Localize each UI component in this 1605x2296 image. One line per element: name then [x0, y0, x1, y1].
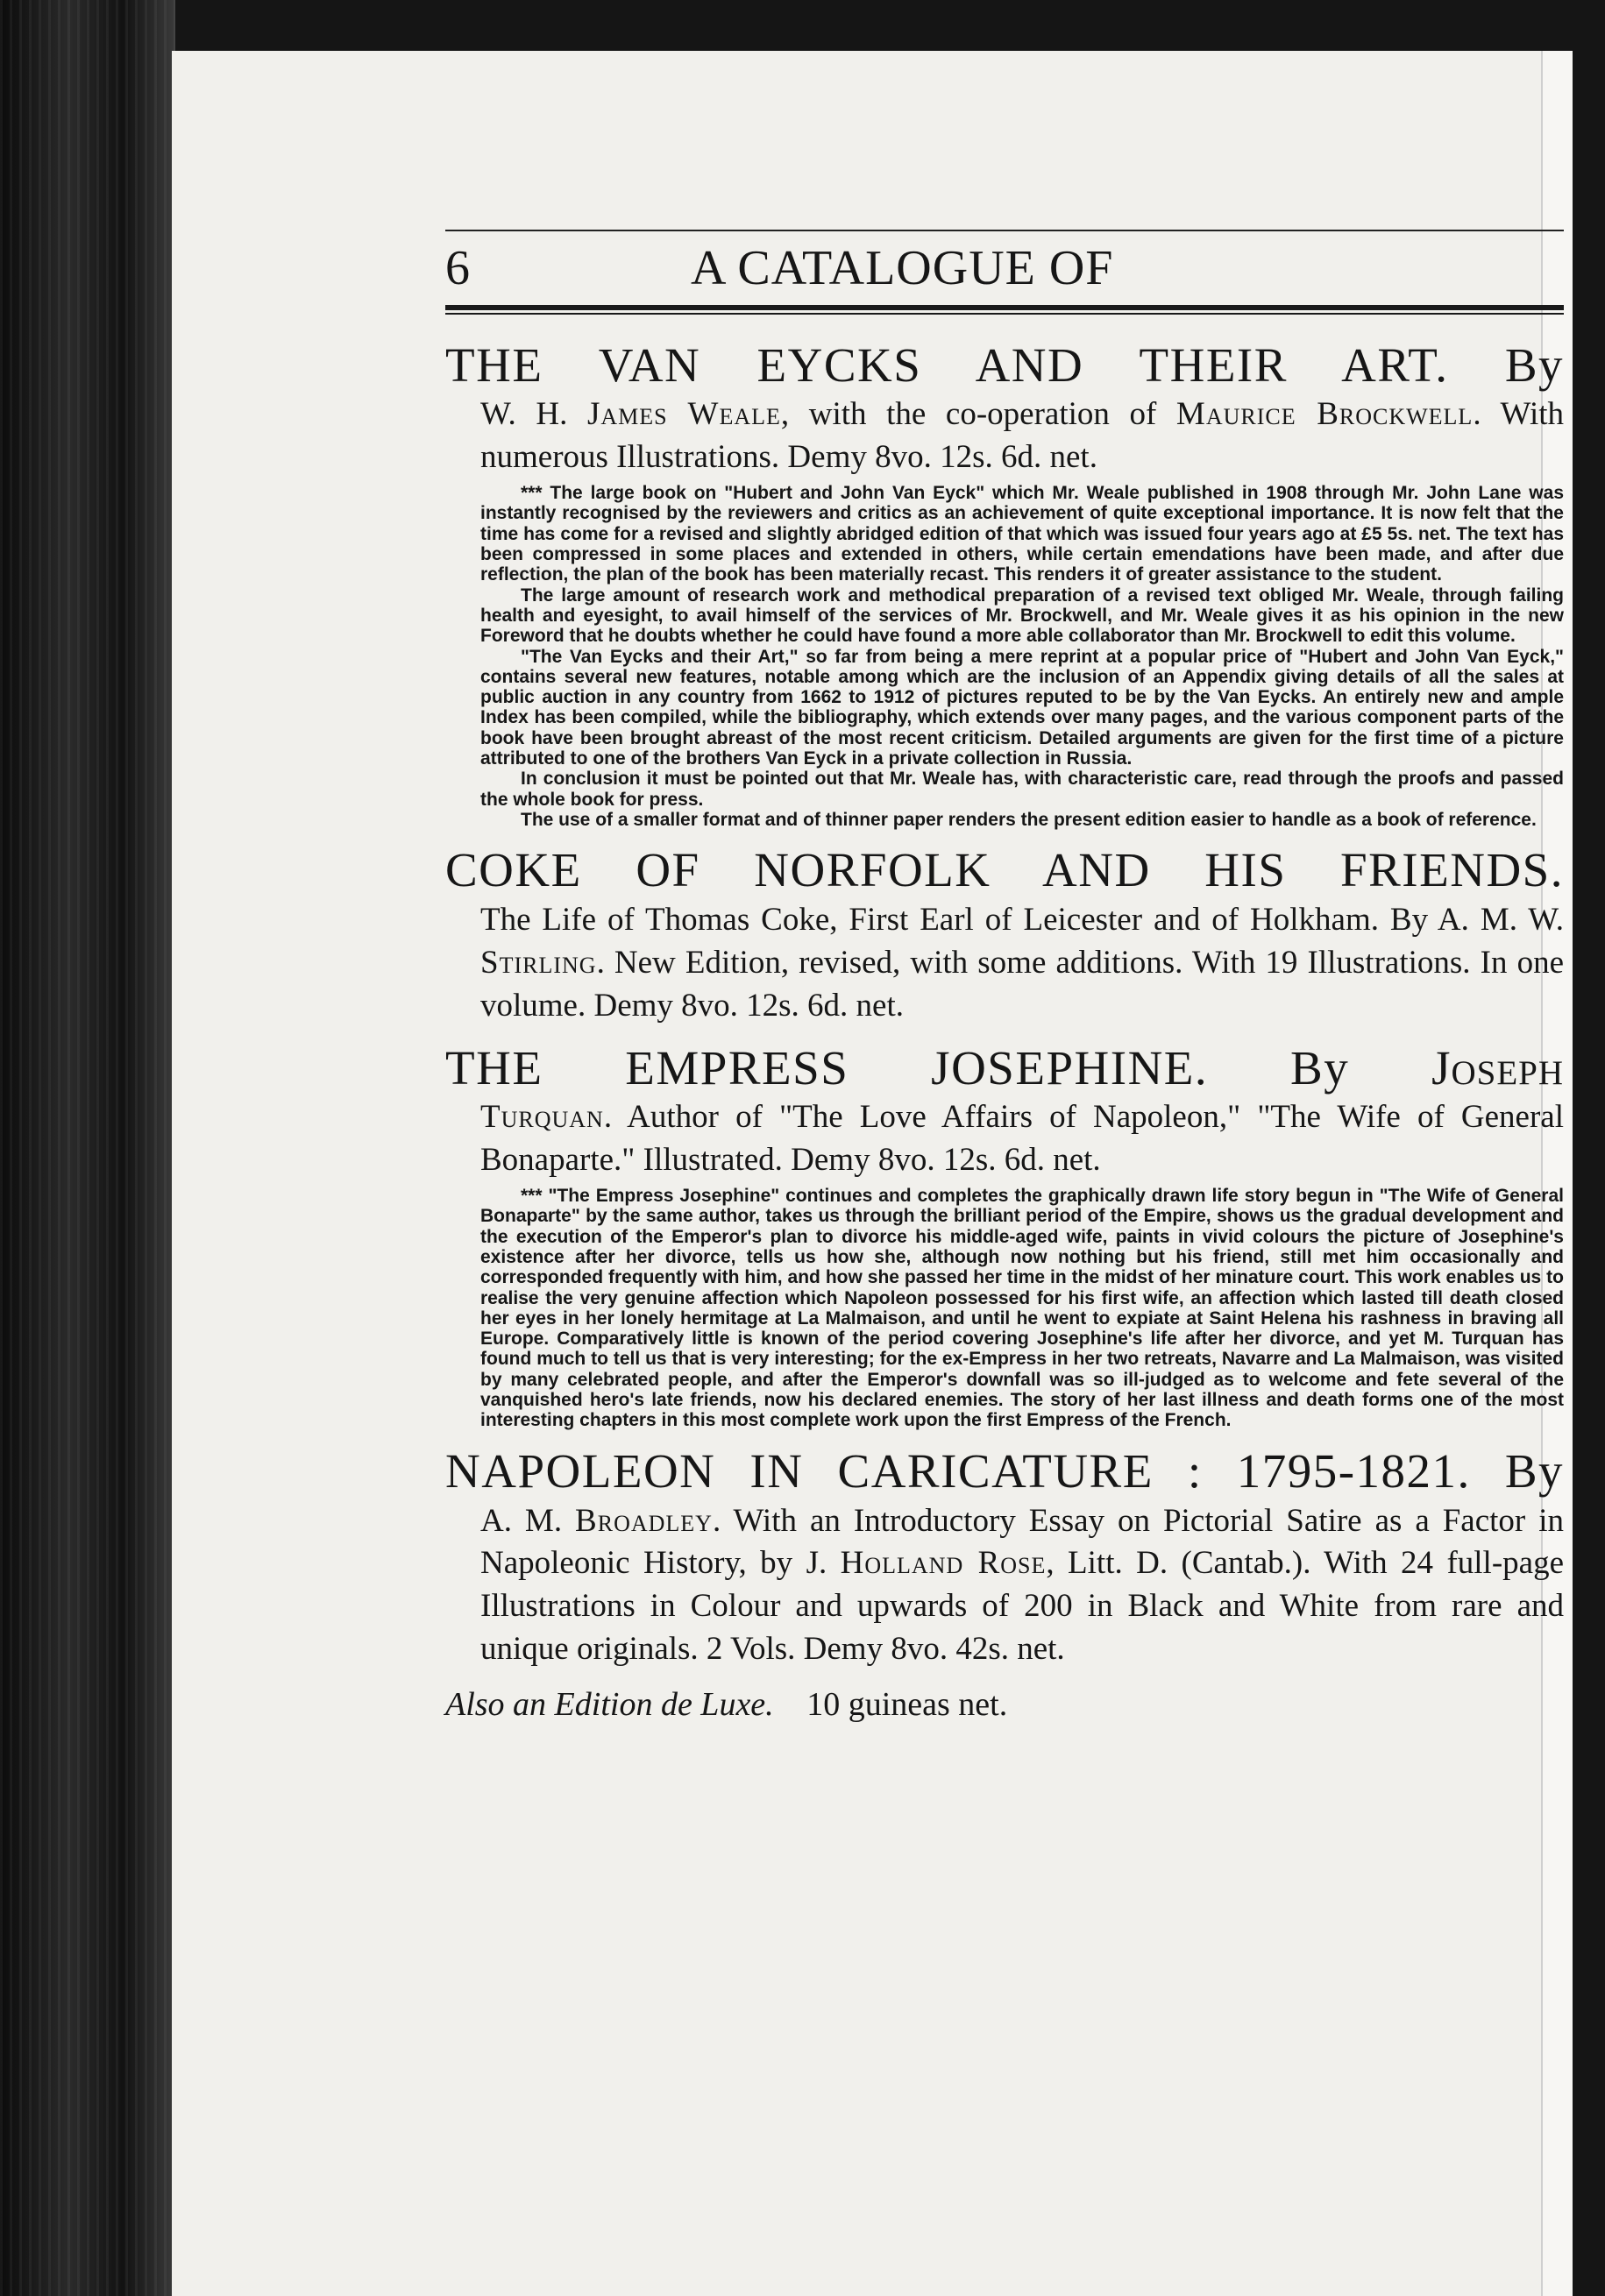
scan-binding-edge: [0, 0, 175, 2296]
entry-description: [445, 393, 1564, 479]
running-header: [445, 230, 1564, 296]
desc-text: , with the co-operation of: [780, 396, 1176, 433]
coauthor-name: Maurice Brockwell: [1175, 396, 1474, 433]
entry-description: [445, 1500, 1564, 1671]
running-title: A CATALOGUE OF: [691, 241, 1114, 295]
desc-text: . Author of "The Love Affairs of Napoleon," "The Wife of General Bonaparte." Illustrated. Demy 8vo. 12s. 6d. net.: [480, 1099, 1564, 1179]
entry-title: [445, 1040, 1564, 1097]
deluxe-edition-line: [445, 1685, 1564, 1724]
author-name: James Weale: [586, 396, 781, 433]
entry-note: [445, 1186, 1564, 1431]
author-name: Turquan: [480, 1099, 604, 1136]
desc-text: . With numerous Illustrations. Demy 8vo. 12s. 6d. net.: [480, 396, 1564, 476]
title-text: THE VAN EYCKS AND THEIR ART.: [445, 337, 1449, 392]
page-content: [445, 230, 1564, 1724]
desc-text: A. M.: [480, 1502, 576, 1539]
deluxe-label: Also an Edition de Luxe.: [445, 1685, 774, 1723]
coauthor-name: Holland Rose: [840, 1545, 1047, 1582]
desc-text: W. H.: [480, 396, 587, 433]
note-paragraph: "The Van Eycks and their Art," so far from being a mere reprint at a popular price of "Hubert and John Van Eyck," contains several new features, notable among which are the inclusion of an Appendix giving details of all the sales at public auction in any country from 1662 to 1912 of pictures reputed to be by the Van Eycks. An entirely new and ample Index has been compiled, while the bibliography, which extends over many pages, and the various component parts of the book have been brought abreast of the most recent criticism. Detailed arguments are given for the first time of a picture attributed to one of the brothers Van Eyck in a private collection in Russia.: [480, 646, 1564, 769]
catalogue-entry: [445, 1443, 1564, 1724]
desc-text: The Life of Thomas Coke, First Earl of Leicester and of Holkham. By A. M. W.: [480, 902, 1564, 939]
deluxe-price: 10 guineas net.: [806, 1685, 1008, 1723]
catalogue-entry: [445, 337, 1564, 831]
note-paragraph: *** The large book on "Hubert and John Van Eyck" which Mr. Weale published in 1908 through Mr. John Lane was instantly recognised by the reviewers and critics as an achievement of quite exceptional importance. It is now felt that the time has come for a revised and slightly abridged edition of that which was issued four years ago at £5 5s. net. The text has been compressed in some places and extended in others, while certain emendations have been made, and after due reflection, the plan of the book has been materially recast. This renders it of greater assistance to the student.: [480, 483, 1564, 585]
entry-description: [445, 1096, 1564, 1182]
desc-text: . With an Introductory Essay on Pictorial Satire as a Factor in Napoleonic History, by J.: [480, 1502, 1564, 1582]
entry-title: [445, 842, 1564, 899]
note-paragraph: The use of a smaller format and of thinner paper renders the present edition easier to handle as a book of reference.: [521, 809, 1537, 830]
note-paragraph: *** "The Empress Josephine" continues and completes the graphically drawn life story begun in "The Wife of General Bonaparte" by the same author, takes us through the brilliant period of the Empire, shows us the gradual development and the execution of the Emperor's plan to divorce his middle-aged wife, paints in vivid colours the picture of Josephine's existence after her divorce, tells us how she, although now nothing but his friend, still met him occasionally and corresponded frequently with him, and how she passed her time in the midst of her minature court. This work enables us to realise the very genuine affection which Napoleon possessed for his first wife, an affection which lasted till death closed her eyes in her lonely hermitage at La Malmaison, and until he went to expiate at Saint Helena his rashness in braving all Europe. Comparatively little is known of the period covering Josephine's life after her divorce, and yet M. Turquan has found much to tell us that is very interesting; for the ex-Empress in her two retreats, Navarre and La Malmaison, was visited by many celebrated people, and after the Emperor's downfall was so ill-judged as to welcome and fete several of the vanquished hero's late friends, now his declared enemies. The story of her last illness and death forms one of the most interesting chapters in this most complete work upon the first Empress of the French.: [480, 1186, 1564, 1431]
entry-title: [445, 337, 1564, 394]
note-paragraph: In conclusion it must be pointed out that Mr. Weale has, with characteristic care, read through the proofs and passed the whole book for press.: [480, 769, 1564, 810]
title-by: By: [1290, 1040, 1350, 1095]
entry-description: [445, 899, 1564, 1027]
author-name: Broadley: [575, 1502, 713, 1539]
title-text: COKE OF NORFOLK AND HIS FRIENDS.: [445, 843, 1564, 897]
page-number: 6: [445, 241, 471, 295]
title-author: Joseph: [1431, 1040, 1565, 1095]
note-paragraph: The large amount of research work and methodical preparation of a revised text obliged Mr. Weale, through failing health and eyesight, to avail himself of the services of Mr. Brockwell, and Mr. Weale gives it as his opinion in the new Foreword that he doubts whether he could have found a more able collaborator than Mr. Brockwell to edit this volume.: [480, 585, 1564, 647]
entry-title: [445, 1443, 1564, 1500]
title-by: By: [1504, 337, 1565, 392]
desc-text: , Litt. D. (Cantab.). With 24 full-page Illustrations in Colour and upwards of 200 in Black and White from rare and unique originals. 2 Vols. Demy 8vo. 42s. net.: [480, 1545, 1564, 1668]
desc-text: . New Edition, revised, with some additions. With 19 Illustrations. In one volume. Demy 8vo. 12s. 6d. net.: [480, 944, 1564, 1024]
catalogue-page: [172, 51, 1573, 2296]
header-rule: [445, 305, 1564, 315]
title-text: NAPOLEON IN CARICATURE : 1795-1821.: [445, 1443, 1471, 1498]
entry-note: [445, 483, 1564, 830]
catalogue-entry: [445, 1040, 1564, 1431]
title-text: THE EMPRESS JOSEPHINE.: [445, 1040, 1209, 1095]
title-by: By: [1504, 1443, 1564, 1498]
catalogue-entry: [445, 842, 1564, 1027]
author-name: Stirling: [480, 944, 597, 981]
